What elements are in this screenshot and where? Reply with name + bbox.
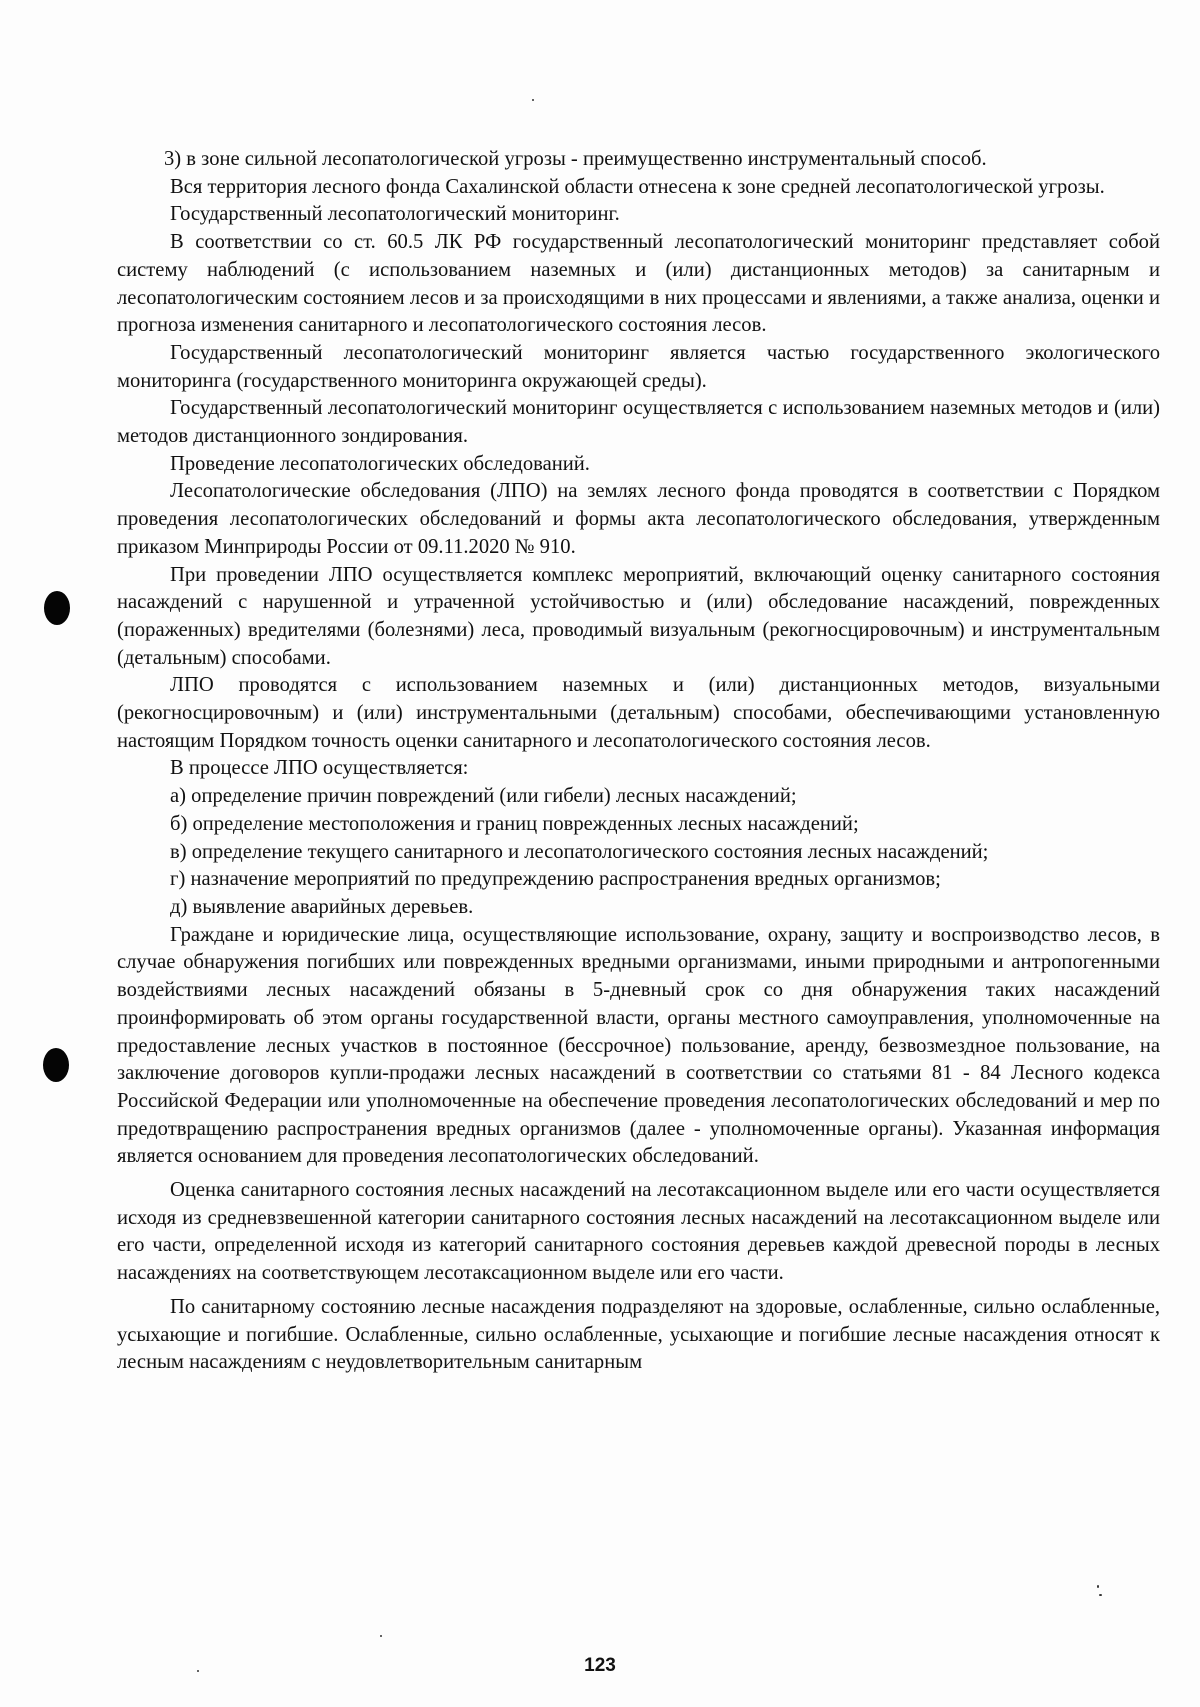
list-item-d: д) выявление аварийных деревьев. [170, 895, 474, 918]
paragraph-territory: Вся территория лесного фонда Сахалинской области отнесена к зоне средней лесопатологической угрозы. [170, 175, 1105, 198]
list-item-a: а) определение причин повреждений (или гибели) лесных насаждений; [170, 785, 797, 808]
list-item-g: г) назначение мероприятий по предупреждению распространения вредных организмов; [170, 868, 941, 891]
page-number: 123 [584, 1655, 616, 1676]
paragraph-monitoring-definition: В соответствии со ст. 60.5 ЛК РФ государственный лесопатологический мониторинг представляет собой систему наблюдений (с использованием наземных и (или) дистанционных методов) за санитарным и лесопатологическим состоянием лесов и за происходящими в них процессами и явлениями, а также анализа, оценки и прогноза изменения санитарного и лесопатологического состояния лесов. [117, 231, 1160, 337]
paragraph-monitoring-part: Государственный лесопатологический мониторинг является частью государственного экологического мониторинга (государственного мониторинга окружающей среды). [117, 341, 1160, 392]
paragraph-surveys-order: Лесопатологические обследования (ЛПО) на землях лесного фонда проводятся в соответствии с Порядком проведения лесопатологических обследований и формы акта лесопатологического обследования, утвержденным приказом Минприроды России от 09.11.2020 № 910. [117, 480, 1160, 558]
punch-hole [43, 1048, 69, 1082]
list-item-b: б) определение местоположения и границ поврежденных лесных насаждений; [170, 812, 859, 835]
scan-speck [1099, 1594, 1102, 1596]
scan-speck [380, 1635, 382, 1637]
section-heading-surveys: Проведение лесопатологических обследований. [170, 452, 590, 475]
document-body [117, 146, 1160, 1377]
punch-hole [44, 591, 70, 625]
paragraph-surveys-process: В процессе ЛПО осуществляется: [170, 757, 469, 780]
section-heading-monitoring: Государственный лесопатологический мониторинг. [170, 203, 620, 226]
paragraph-sanitary-assessment: Оценка санитарного состояния лесных насаждений на лесотаксационном выделе или его части осуществляется исходя из средневзвешенной категории санитарного состояния лесных насаждений на лесотаксационном выделе или его части, определенной исходя из категорий санитарного состояния деревьев каждой древесной породы в лесных насаждениях на соответствующем лесотаксационном выделе или его части. [117, 1179, 1160, 1285]
paragraph-surveys-methods: ЛПО проводятся с использованием наземных и (или) дистанционных методов, визуальными (рекогносцировочным) и (или) инструментальными (детальным) способами, обеспечивающими установленную настоящим Порядком точность оценки санитарного и лесопатологического состояния лесов. [117, 674, 1160, 752]
scan-speck [532, 99, 534, 101]
list-item-v: в) определение текущего санитарного и лесопатологического состояния лесных насаждений; [170, 840, 989, 863]
paragraph-sanitary-categories: По санитарному состоянию лесные насаждения подразделяют на здоровые, ослабленные, сильно ослабленные, усыхающие и погибшие. Ослабленные, сильно ослабленные, усыхающие и погибшие лесные насаждения относят к лесным насаждениям с неудовлетворительным санитарным [117, 1295, 1160, 1374]
paragraph-list-item-3: 3) в зоне сильной лесопатологической угрозы - преимущественно инструментальный способ. [164, 148, 987, 170]
paragraph-surveys-complex: При проведении ЛПО осуществляется комплекс мероприятий, включающий оценку санитарного состояния насаждений с нарушенной и утраченной устойчивостью и (или) обследование насаждений, поврежденных (пораженных) вредителями (болезнями) леса, проводимый визуальным (рекогносцировочным) и инструментальным (детальным) способами. [117, 563, 1160, 669]
paragraph-monitoring-methods: Государственный лесопатологический мониторинг осуществляется с использованием наземных методов и (или) методов дистанционного зондирования. [117, 397, 1160, 448]
paragraph-citizens-obligation: Граждане и юридические лица, осуществляющие использование, охрану, защиту и воспроизводство лесов, в случае обнаружения погибших или поврежденных вредными организмами, иными природными и антропогенными воздействиями лесных насаждений обязаны в 5-дневный срок со дня обнаружения таких насаждений проинформировать об этом органы государственной власти, органы местного самоуправления, уполномоченные на предоставление лесных участков в постоянное (бессрочное) пользование, аренду, безвозмездное пользование, на заключение договоров купли-продажи лесных насаждений в соответствии со статьями 81 - 84 Лесного кодекса Российской Федерации или уполномоченные на обеспечение проведения лесопатологических обследований и мер по предотвращению распространения вредных организмов (далее - уполномоченные органы). Указанная информация является основанием для проведения лесопатологических обследований. [117, 923, 1160, 1168]
scan-speck [1097, 1585, 1099, 1588]
